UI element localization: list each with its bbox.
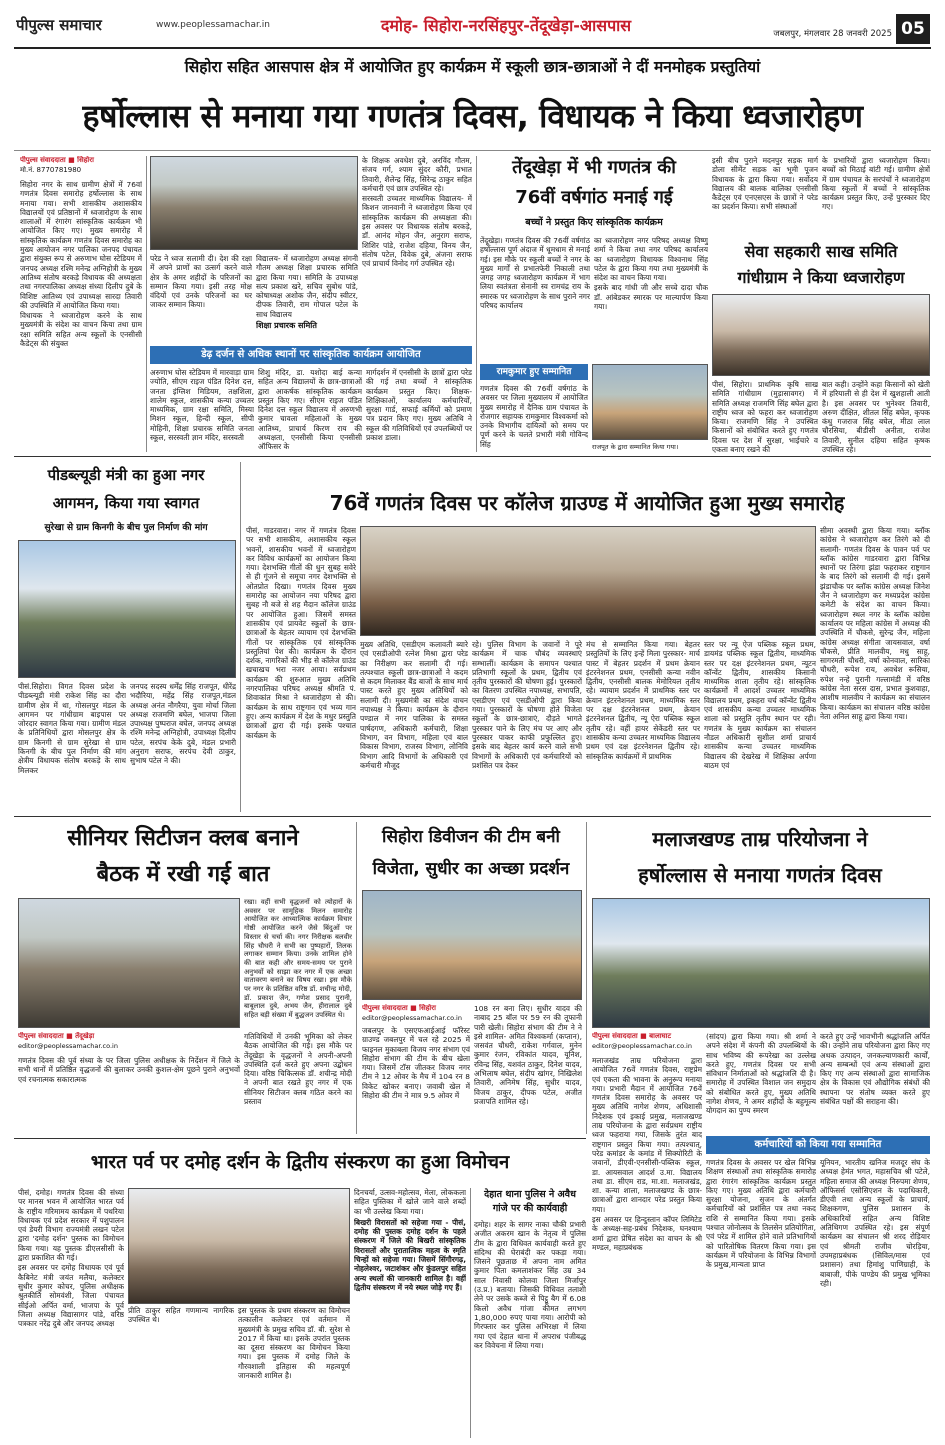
college-col1: पीसं, गाडरवारा। नगर में गणतंत्र दिवस पर सभी शासकीय, अशासकीय स्कूल भवनों, शासकीय भवनों में ध्वजारोहण कर विविध कार्यक्रमों का आयोजन किया गया। देशभक्ति गीतों की धुन सुबह सवेरे से ही गूंजने से समूचा नगर देशभक्ति से ओतप्रोत दिखा। गणतंत्र दिवस मुख्य समारोह का आयोजन नया परिषद द्वारा सुबह नौ बजे से शह मैदान कॉलेज ग्राउंड पर आयोजित हुआ। जिसमें समस्त शासकीय एवं प्रायवेट स्कूलों के छात्र-छात्राओं के बेहतर व्यायाम एवं देशभक्ति गीतों पर सांस्कृतिक एवं सांस्कृतिक प्रस्तुतियां पेश की। कार्यक्रम के दौरान दर्शक, नागरिकों की भीड़ से कॉलेज ग्राउंड खचाखच भरा नजर आया। सर्वप्रथम कार्यक्रम की शुरुआत मुख्य अतिथि नगरपालिका परिषद अध्यक्ष श्रीमति पं. शिवाकांत मिश्रा ने ध्वजारोहण से की। कार्यक्रम के साथ राष्ट्रगान एवं भव्य गान हुए। अन्य कार्यक्रम में देश के मधुर प्रस्तुति छात्राओं द्वारा दी गई। इसके पश्चात कार्यक्रम के bbox=[246, 526, 356, 740]
division-photo bbox=[362, 890, 582, 1000]
tendukheda-headline-2: 76वीं वर्षगांठ मनाई गई bbox=[515, 187, 673, 208]
division-headline-1: सिहोरा डिवीजन की टीम बनी bbox=[382, 827, 560, 847]
lead-byline: पीपुल्स संवाददाता ■ सिहोरा bbox=[20, 156, 94, 164]
sewa-col1: पीसं, सिहोरा। प्राथमिक कृषि साख समिति गांधीग्राम (मुड़ासावगर) में समिति अध्यक्ष राजमणि सिंह बघेल द्वारा राष्ट्रीय ध्वज को फहरा कर ध्वजारोहण किया। राजमणि सिंह ने उपस्थित किसानों को संबोधित करते हुए गणतंत्र दिवस पर देश में सुरक्षा, भाईचारे व एकता बनाए रखने की bbox=[712, 380, 818, 454]
ramkumar-photo bbox=[592, 364, 708, 440]
malajkhand-headline-1: मलाजखण्ड ताम्र परियोजना ने bbox=[652, 827, 868, 851]
college-col6: सीमा अवस्थी द्वारा किया गया। ब्लॉक कांग्रेस ने ध्वजारोहण कर तिरंगे को दी सलामी- गणतंत्र दिवस के पावन पर्व पर ब्लॉक कांग्रेस गाडरवारा द्वारा विभिन्न स्थानों पर तिरंगा झंडा फहराकर राष्ट्रगान के बाद तिरंगे को सलामी दी गई। इसमें झंडाचौक पर ब्लॉक कांग्रेस अध्यक्ष जिनेश जैन ने ध्वजारोहण कर मध्यप्रदेश कांग्रेस कमेटी के संदेश का वाचन किया। ध्वजारोहण स्थल नगर के ब्लॉक कांग्रेस कार्यालय पर महिला कांग्रेस में अध्यक्ष की उपस्थिति में चौकसे, सुरेन्द्र जैन, महिला कांग्रेस अध्यक्ष संगीता जायसवाल, वर्षा चौकसे, प्रीति मालवीय, मधु साहू, सागरमती चौधरी, वर्षा कोनवाल, सारिका चौधरी, रूपेश राय, अवधेश रूसिया, रुपेश नन्हे पुरानी गल्लामंडी में वरिष्ठ कांग्रेस नेता सरस दास, प्रभात कुशवाहा, आशीष मालवीय ने कार्यक्रम का संचालन किया। कार्यक्रम का संचालन वरिष्ठ कांग्रेस नेता अनिल साहू द्वारा किया गया। bbox=[820, 526, 930, 721]
lead-phone: मो.नं. 8770781980 bbox=[20, 166, 82, 174]
lead-photo bbox=[150, 156, 358, 250]
tendukheda-col1: तेंदूखेड़ा। गणतंत्र दिवस की 76वीं वर्षगांठ हर्षोल्लास पूर्ण अंदाज में धूमधाम से मनाई गई। इस मौके पर स्कूली बच्चों ने नगर के मुख्य मार्गों से प्रभातफेरी निकाली तथा जगह जगह ध्वजारोहण कार्यक्रम में भाग लिया स्वतंत्रता सेनानी स्व रामचंद्र राय के स्मारक पर ध्वजारोहण के साथ पुराने नगर परिषद कार्यालय bbox=[480, 236, 590, 311]
bharat-col2: इस पुस्तक के प्रथम संस्करण का विमोचन तत्कालीन कलेक्टर एवं वर्तमान में मुख्यमंत्री के प्रमुख सचिव डॉ. बी. सुरेश से 2017 में किया था। इसके उपरांत पुस्तक का दूसरा संस्करण का विमोचन किया गया। इस पुस्तक में दमोह जिले के गौरवशाली इतिहास की महत्वपूर्ण जानकारी शामिल है। bbox=[238, 1306, 350, 1381]
sewa-photo bbox=[712, 294, 930, 376]
masthead bbox=[0, 0, 945, 48]
bharat-photo bbox=[128, 1188, 350, 1304]
dehat-col1: दमोह। शहर के सागर नाका चौकी प्रभारी अजीत अकरम खान के नेतृत्व में पुलिस टीम के द्वारा विधिवत कार्यवाही करते हुए संदिग्ध की घेराबंदी कर पकड़ा गया। जिसने पूछताछ में अपना नाम अमित कुमार पिता कमलाशंकर सिंह उम्र 34 साल निवासी कोलवा जिला मिर्जापुर (उ.प्र.) बताया। जिसकी विधिवत तलाशी लेने पर उसके कब्जे से पिट्ठू बैग में 6.08 किलो अवैध गांजा कीमत लगभग 1,80,000 रुपए पाया गया। आरोपी को गिरफ्तार कर पुलिस अभिरक्षा में लिया गया एवं देहात थाना में अपराध पंजीबद्ध कर विवेचना में लिया गया। bbox=[474, 1220, 586, 1350]
senior-col3: रखा। वहीं सभी वृद्धजनों को त्योहारों के अवसर पर सामूहिक मिलन समारोह आयोजित कर आध्यात्मिक कार्यक्रम विचार गोष्ठी आयोजित करने जैसे बिंदुओं पर विस्तार से चर्चा की। नगर निरीक्षक बलवीर सिंह चौधरी ने सभी का पुष्पहारों, तिलक लगाकर सम्मान किया। उनके शामिल होने की बात कही और समय-समय पर पुराने अनुभवों को साझा कर नगर में एक अच्छा वातावरण बनाने का विषय रखा। इस मौके पर नगर के प्रतिष्ठित वरिष्ठ डॉ. शचीन्द्र मोदी, डॉ. प्रकाश जैन, गणेश प्रसाद पुरानी, बाबूलाल दुबे, अभय जैन, हीरालाल दुबे सहित बड़ी संख्या में बुद्धजन उपस्थित थे। bbox=[244, 898, 352, 1020]
college-col4: मंच से सम्मानित किया गया। बेहतर प्रस्तुतियों के लिए इन्हें मिला पुरस्कार- मार्च पास्ट में बेहतर प्रदर्शन में प्रथम क्रेयान इंटरनेशनल प्रथम, एनसीसी कन्या नवीन द्वितीय, एनसीसी बालक मेमोरियल तृतीय रहे। व्यायाम प्रदर्शन में प्राथमिक स्तर पर क्रेयान इंटरनेशनल प्रथम, माध्यमिक स्तर पर दक्ष इंटरनेशनल प्रथम, क्रेयान इंटरनेशनल द्वितीय, न्यू ऐरा पब्लिक स्कूल तृतीय रहे। वहीं हायर सेकेंडरी स्तर पर शासकीय कन्या उच्चतर माध्यमिक विद्यालय प्रथम एवं दक्ष इंटरनेशनल द्वितीय रहे। सांस्कृतिक कार्यक्रमों में प्राथमिक bbox=[586, 640, 700, 761]
newspaper-logo: पीपुल्स समाचार bbox=[16, 16, 102, 34]
karmchari-col2: यूनियन, भारतीय खनिज मजदूर संघ के अध्यक्ष हेमंत भगत, महासचिव श्री पटेले, महिला समाज की अध्यक्ष निरुपमा शेणय, ऑफिसर्स एसोसिएशन के पदाधिकारी, डीएवी तथा अन्य स्कूलों के प्राचार्य, शिक्षकगण, पुलिस प्रशासन के अधिकारियों सहित अन्य विशिष्ट अतिथिगण उपस्थित रहे। इस संपूर्ण कार्यक्रम का संचालन श्री शरद रोड़ियार एवं श्रीमती राजीव चोरड़िया, उपमहाप्रबंधक (सिविल/मास एवं प्रशासन) तथा हिमांशु पाणिग्राही, के बाबाजी, पीके पाण्डेय की प्रमुख भूमिका रही। bbox=[820, 1158, 930, 1288]
college-photo bbox=[360, 526, 816, 636]
senior-email: editor@peoplessamachar.co.in bbox=[18, 1042, 118, 1050]
bharat-col1: पीसं, दमोह। गणतंत्र दिवस की संध्या पर मानस भवन में आयोजित भारत पर्व के राष्ट्रीय गरिमामय कार्यक्रम में पथरिया विधायक एवं प्रदेश सरकार में पशुपालन एवं डेयरी विभाग राज्यमंत्री लखन पटेल द्वारा 'दमोह दर्शन' पुस्तक का विमोचन किया गया। यह पुस्तक डीएलसीसी के द्वारा प्रकाशित की गई। इस अवसर पर दमोह विधायक एवं पूर्व कैबिनेट मंत्री जयंत मलैया, कलेक्टर सुधीर कुमार कोचर, पुलिस अधीक्षक श्रुतकीर्ति सोमवंशी, जिला पंचायत सीईओ अर्पित वर्मा, भाजपा के पूर्व जिला अध्यक्ष विद्यासागर पांडे, वरिष्ठ पत्रकार नरेंद्र दुबे और जनपद अध्यक्ष bbox=[18, 1188, 124, 1329]
karmchari-col1: गणतंत्र दिवस के अवसर पर खेल विभिन्न शिक्षण संस्थाओं तथा सांस्कृतिक समारोह द्वारा रंगारंग सांस्कृतिक कार्यक्रम प्रस्तुत किए गए। मुख्य अतिथि द्वारा कर्मचारी सुरक्षा योजना, सृजन के अंतर्गत कर्मचारियों को प्रशंसित पत्र तथा नकद राशि से सम्मानित किया गया। इसके पश्चात जोनोत्सव के तिलसेन प्रतियोगिता, एवं परेड में शामिल होने वाले प्रतिभागियों को पारितोषिक वितरण किया गया। इस कार्यक्रम में परियोजना के विभिन्न विभागों के प्रमुख,मान्यता प्राप्त bbox=[706, 1158, 816, 1270]
college-col3: रहे। पुलिस विभाग के जवानों ने पूरे कार्यक्रम में चाक चौबंद व्यवस्थाएं सम्भालीं। कार्यक्रम के समापन पश्चात प्रतिभागी स्कूलों के प्रथम, द्वितीय एवं तृतीय पुरस्कारों की घोषणा हुई। पुरस्कारों का वितरण उपस्थित नपाध्यक्ष, सभापति, एसडीएम एवं एसडीओपी द्वारा किया गया। पुरस्कारों के घोषणा होते विजेता स्कूलों के छात्र-छात्राएं, दौड़ते भागते पुरस्कार पाने के लिए मंच पर आए और पुरस्कार पाकर काफी प्रफुल्लित हुए। इसके बाद बेहतर कार्य करने वाले सभी विभागों के अधिकारी एवं कर्मचारियों को प्रशंसित पत्र देकर bbox=[472, 640, 582, 770]
senior-photo bbox=[18, 898, 240, 1028]
pwd-col1: पीसं.सिहोरा। विगत दिवस प्रदेश के पीडब्ल्यूडी मंत्री राकेश सिंह का दौरा ग्रामीण क्षेत्र में था, गोसलपुर मंडल के आगमन पर गांधीग्राम बाइपास पर जोरदार स्वागत किया गया। ग्रामीण मंडल के प्रतिनिधियों द्वारा मोसलपुर क्षेत्र के ग्राम किनगी से ग्राम सुरेखा से ग्राम किनगी के बीच पुल निर्माण की मांग क्षेत्रीय विधायक संतोष बरकड़े के साथ मिलकर bbox=[18, 682, 126, 775]
senior-headline-2: बैठक में रखी गई बात bbox=[96, 862, 270, 887]
lead-subhead: डेढ़ दर्जन से अधिक स्थानों पर सांस्कृतिक कार्यक्रम आयोजित bbox=[150, 346, 472, 364]
sewa-headline-1: सेवा सहकारी साख समिति bbox=[744, 242, 898, 261]
malajkhand-col1: मलाजखंड ताम्र परियोजना द्वारा आयोजित 76वें गणतंत्र दिवस, राष्ट्रप्रेम एवं एकता की भावना के अनुरूप मनाया गया। प्रभारी मैदान में आयोजित 76वें गणतंत्र दिवस समारोह के अवसर पर मुख्य अतिथि नागेश शेणय, अधिशासी निदेशक एवं इकाई प्रमुख, मलाजखण्ड ताम्र परियोजना के द्वारा सर्वप्रथम राष्ट्रीय ध्वज फहराया गया, जिसके तुरंत बाद राष्ट्रगान प्रस्तुत किया गया। तत्पश्चात्, परेड कमांडर के कमांड में सिक्योरिटी के जवानों, डीएवी-एनसीसी-पब्लिक स्कूल, डा. आयसवाल आदर्श उ.मा. विद्यालय तथा डा. सीएम राड, मा.शा. मलाजखंड, शा. कन्या शाला, मलाजखण्ड के छात्र-छात्राओं द्वारा शानदार परेड प्रस्तुत किया गया। इस अवसर पर हिन्दुस्तान कॉपर लिमिटेड के अध्यक्ष-सह-प्रबंध निदेशक, घनश्याम शर्मा द्वारा प्रेषित संदेश का वाचन के श्री मण्डल, महाप्रबंधक bbox=[592, 1056, 702, 1252]
bharat-caption: प्रीति ठाकुर सहित गणमान्य नागरिक उपस्थित थे। bbox=[128, 1306, 234, 1325]
lead-headline: हर्षोल्लास से मनाया गया गणतंत्र दिवस, विधायक ने किया ध्वजारोहण bbox=[82, 97, 863, 135]
senior-byline: पीपुल्स संवाददाता ■ तेंदूखेड़ा bbox=[18, 1032, 95, 1040]
malajkhand-byline: पीपुल्स संवाददाता ■ बालाघाट bbox=[592, 1032, 671, 1040]
lead-col1: सिहोरा नगर के साथ ग्रामीण क्षेत्रों में 76वां गणतंत्र दिवस समारोह हर्षोल्लास के साथ मनाया गया। सभी शासकीय अशासकीय विद्यालयों एवं प्रतिष्ठानों में ध्वजारोहण के साथ शालाओं में रंगारंग सांस्कृतिक कार्यक्रम भी आयोजित किए गए। मुख्य समारोह में सांस्कृतिक कार्यक्रम गणतंत्र दिवस समारोह का मुख्य आयोजन नगर पालिका जनपद पंचायत द्वारा संयुक्त रूप से अरुणाभ घोस स्टेडियम में जनपद अध्यक्ष रश्मि मनेन्द्र अग्निहोत्री के मुख्य आतिथ्य संतोष बरकड़े विधायक की अध्यक्षता तथा नगरपालिका अध्यक्ष संध्या दिलीप दुबे के विशिष्ट आतिथ्य एवं उपाध्यक्ष सारदा तिवारी की उपस्थिति में आयोजित किया गया। विधायक ने ध्वजारोहण करने के साथ मुख्यमंत्री के संदेश का वाचन किया तथा ग्राम रक्षा समिति सहित अन्य स्कूलों के एनसीसी कैडेट्स की संयुक्त bbox=[20, 180, 142, 349]
division-col1: जबलपुर के एसएफआईआई फॉरेस्ट ग्राउण्ड जबलपुर में चल रहे 2025 में फाइनल मुकाबला विजय नगर संभाग एवं सिहोरा संभाग की टीम के बीच खेला गया। जिसमें टॉस जीतकर विजय नगर टीम ने 12 ओवर के मैच में 104 रन 8 विकेट खोकर बनाए। जवाबी खेल में सिहोरा की टीम ने मात्र 9.5 ओवर में bbox=[362, 1026, 470, 1101]
lead-sub-col1: अरुणाभ घोस स्टेडियम में मारवाड़ा ग्राम ज्योति, सीएम राइज पंडित दिनेश दत्त, जनता इंग्लिश मिडियम, तक्षशिला, शालेम स्कूल, शासकीय कन्या उच्चतर माध्यमिक, ग्राम रक्षा समिति, मिस्या मिशन स्कूल, हिन्दी स्कूल, सीपी मोहिनी, शिक्षा प्रचारक समिति जनता स्कूल, सरस्वती ज्ञान मंदिर, सरस्वती bbox=[150, 368, 254, 443]
dehat-headline-1: देहात थाना पुलिस ने अवैध bbox=[484, 1189, 576, 1200]
lead-sub-col2: शिशु मंदिर, डा. यशोदा बाई कन्या सहित अन्य विद्यालयों के छात्र-छात्राओं द्वारा आकर्षक सांस्कृतिक कार्यक्रम प्रस्तुत किए गए। सीएम राइज पंडित दिनेश दत्त स्कूल विद्यालय में अरुणभी कुमार चावला महिलाओं के मुख्य आतिथ्य, प्राचार्य किरण राय की अध्यक्षता, एनसीसी किया एनसीसी ऑफिसर के bbox=[258, 368, 362, 452]
website-url: www.peoplessamachar.in bbox=[156, 20, 270, 30]
college-col5: स्तर पर न्यू ऐज पब्लिक स्कूल प्रथम, डायमंड पब्लिक स्कूल द्वितीय, माध्यमिक स्तर पर दक्ष इंटरनेशनल प्रथम, न्यूटन कॉन्वेंट द्वितीय, शासकीय किसानी माध्यमिक शाला तृतीय रहे। सांस्कृतिक कार्यक्रमों में आदर्श उच्चतर माध्यमिक विद्यालय प्रथम, इकहरा चर्च कॉन्वेंट द्वितीय एवं शासकीय कन्या उच्चतर माध्यमिक शाला को प्रस्तुति तृतीय स्थान पर रही। गणतंत्र के मुख्य कार्यक्रम का संचालन नौडल अधिकारी सुशील शर्मा प्राचार्य शासकीय कन्या उच्चतर माध्यमिक विद्यालय की देखरेख में शिक्षिका अर्पणा बाठम एवं bbox=[704, 640, 816, 770]
sewa-headline-2: गांधीग्राम ने किया ध्वजारोहण bbox=[737, 268, 905, 287]
ramkumar-title: रामकुमार हुए सम्मानित bbox=[480, 364, 588, 380]
lead-col3-subhead: शिक्षा प्रचारक समिति bbox=[256, 321, 317, 330]
pwd-headline-2: आगमन, किया गया स्वागत bbox=[52, 494, 200, 512]
malajkhand-photo bbox=[592, 898, 930, 1028]
senior-headline-1: सीनियर सिटीजन क्लब बनाने bbox=[67, 826, 299, 851]
tendukheda-col3: इसी बीच पुराने मदनपुर सड़क मार्ग डोला सीमेंट सड़क का भूमी पूजन विधायक के द्वारा किया गया। सर्वोदय विद्यालय की बालक बालिका एनसीसी कैडेट्स एवं एनएसएस के छात्रों ने परेड का प्रदर्शन किया। सभी संस्थाओं bbox=[712, 156, 818, 212]
tendukheda-col2: का ध्वजारोहण नगर परिषद अध्यक्ष विष्णु शर्मा ने किया तथा नगर परिषद कार्यालय का ध्वजारोहण विधायक विश्वनाथ सिंह पटेल के द्वारा किया गया तथा मुख्यमंत्री के संदेश का वाचन किया गया। इसके बाद गांधी जी और सच्चे दादा चौक डॉ. आंबेडकर स्मारक पर माल्यार्पण किया गया। bbox=[594, 236, 708, 312]
lead-kicker: सिहोरा सहित आसपास क्षेत्र में आयोजित हुए कार्यक्रम में स्कूली छात्र-छात्राओं ने दीं मनमोहक प्रस्तुतियां bbox=[184, 58, 761, 76]
page-number: 05 bbox=[896, 14, 930, 44]
tendukheda-headline-1: तेंदूखेड़ा में भी गणतंत्र की bbox=[512, 157, 676, 178]
malajkhand-email: editor@peoplessamachar.co.in bbox=[592, 1042, 692, 1050]
bharat-headline: भारत पर्व पर दमोह दर्शन के द्वितीय संस्करण का हुआ विमोचन bbox=[90, 1152, 510, 1173]
edition-title: दमोह- सिहोरा-नरसिंहपुर-तेंदूखेड़ा-आसपास bbox=[312, 14, 700, 38]
dateline: जबलपुर, मंगलवार 28 जनवरी 2025 bbox=[773, 29, 892, 39]
pwd-col2: जनपद सदस्य धर्मेंद्र सिंह राजपूत, धीरेंद्र भदौरिया, महेंद्र सिंह राजपूत,मंडल अध्यक्ष अनंत नौगरैया, युवा मोर्चा जिला अध्यक्ष राजमणि बघेल, भाजपा जिला उपाध्यक्ष पुष्पराज बघेल, जनपद अध्यक्ष रश्मि मनेन्द्र अग्निहोत्री, उपाध्यक्ष दिलीप पटेल, सरपंच केके दुबे, मंडल प्रभारी अनुराग सराफ, सरपंच देवी ठाकुर, सुभाष पटेल ने की। bbox=[130, 682, 236, 766]
malajkhand-col2: (सांदप) द्वारा किया गया। श्री शर्मा ने अपने संदेश में कंपनी की उपलब्धियों के साथ भविष्य की रूपरेखा का उल्लेख करते हुए, गणतंत्र दिवस पर सभी संविधान निर्माताओं को श्रद्धांजलि दी है। समारोह में उपस्थित विशाल जन समुदाय को संबोधित करते हुए, मुख्य अतिथि नागेश शेणय, ने अमर शहीदों के बहुमूल्य योगदान का पुण्य स्मरण bbox=[706, 1032, 816, 1116]
pwd-kicker: सुरेखा से ग्राम किनगी के बीच पुल निर्माण की मांग bbox=[44, 523, 208, 533]
pwd-headline-1: पीडब्ल्यूडी मंत्री का हुआ नगर bbox=[47, 466, 205, 484]
division-email: editor@peoplessamachar.co.in bbox=[362, 1014, 462, 1022]
ramkumar-caption: राजपूत के द्वारा सम्मानित किया गया। bbox=[592, 443, 679, 451]
pwd-photo bbox=[18, 540, 236, 678]
malajkhand-col3: करते हुए उन्हें भावभीनी श्रद्धांजलि अर्पित की। उन्होंने ताम्र परियोजना द्वारा किए गए अथक उत्पादन, जनकल्याणकारी कार्यों, अन्य सम्बन्धों एवं अन्य संस्थाओं द्वारा किए गए अन्य संस्थाओं द्वारा सामाजिक क्षेत्र के विकास एवं औद्योगिक संबंधों की स्थापना पर संतोष व्यक्त करते हुए संबंधित पक्षों की सराहना की। bbox=[820, 1032, 930, 1107]
lead-sub-col3: मार्गदर्शन में एनसीसी के छात्रों द्वारा परेड की गई तथा बच्चों ने सांस्कृतिक कार्यक्रम प्रस्तुत किए। शिक्षक-शिक्षिकाओं, कार्यालय कर्मचारियों, सुरक्षा गार्ड, सफाई कर्मियों को प्रमाण पत्र प्रदान किए गए। मुख्य अतिथि ने स्कूल की गतिविधियों एवं उपलब्धियों पर प्रकाश डाला। bbox=[366, 368, 472, 443]
college-col2: मुख्य अतिथि, एसडीएम कलावती ब्यारे एवं एसडीओपी रत्नेश मिश्रा द्वारा परेड का निरीक्षण कर सलामी दी गई। तत्पश्चात स्कूली छात्र-छात्राओं ने कदम से कदम मिलाकर बैंड बाजों के साथ मार्च पास्ट करते हुए मुख्य अतिथियों को सलामी दी। मुख्यमंत्री का संदेश वाचन नपाध्यक्ष ने किया। कार्यक्रम के दौरान पण्डाल में नगर पालिका के समस्त पार्षदगण, अधिकारी कर्मचारी, शिक्षा विभाग, वन विभाग, महिला एवं बाल विकास विभाग, राजस्व विभाग, लोनिवि विभाग आदि विभागों के अधिकारी एवं कर्मचारी मौजूद bbox=[360, 640, 468, 770]
bharat-col3: दिनचर्या, उत्सव-महोत्सव, मेला, लोककला सहित पुस्तिका में खोले जाने वाले शब्दों का भी उल्लेख किया गया। बिखरी विरासतों को सहेजा गया - पीसं, दमोह की पुस्तक दमोह दर्शन के पहले संस्करण में जिले की बिखरी सांस्कृतिक विरासतों और पुरातात्विक महत्व के स्मृति चिन्हों को सहेजा गया। जिसमें सिंगौरगढ़, नोहलेश्वर, जटाशंकर और कुंडलपुर सहित अन्य स्थलों की जानकारी शामिल है। वहीं द्वितीय संस्करण में नये स्थल जोड़े गए हैं। bbox=[354, 1188, 466, 1292]
senior-col2: गतिविधियों में उनकी भूमिका को लेकर बैठक आयोजित की गई। इस मौके पर तेंदूखेड़ा के वृद्धजनों ने अपनी-अपनी उपस्थिति दर्ज करते हुए अपना उद्बोधन दिया। वरिष्ठ चिकित्सक डॉ. शचीन्द्र मोदी ने अपनी बात रखते हुए नगर में एक सीनियर सिटीजन क्लब गठित करने का प्रस्ताव bbox=[244, 1032, 352, 1107]
division-headline-2: विजेता, सुधीर का अच्छा प्रदर्शन bbox=[372, 859, 570, 879]
sewa-top-col: के प्रभारियों द्वारा ध्वजारोहण किया। बच्चों को मिठाई बांटी गई। ग्रामीण क्षेत्रों में ग्राम पंचायत के सरपंचों ने ध्वजारोहण किया स्कूलों में बच्चों ने सांस्कृतिक कार्यक्रम प्रस्तुत किए, उन्हें पुरस्कार दिए गए। bbox=[822, 156, 930, 212]
ramkumar-text: गणतंत्र दिवस की 76वीं वर्षगांठ के अवसर पर जिला मुख्यालय में आयोजित मुख्य समारोह में दैनिक ग्राम पंचायत के रोजगार सहायक रामकुमार विश्वकर्मा को उनके विभागीय दायित्वों को समय पर पूर्ण करने के चलते प्रभारी मंत्री गोविन्द सिंह bbox=[480, 384, 588, 449]
malajkhand-headline-2: हर्षोल्लास से मनाया गणतंत्र दिवस bbox=[638, 863, 882, 887]
tendukheda-kicker: बच्चों ने प्रस्तुत किए सांस्कृतिक कार्यक्रम bbox=[525, 217, 663, 228]
college-headline: 76वें गणतंत्र दिवस पर कॉलेज ग्राउण्ड में आयोजित हुआ मुख्य समारोह bbox=[329, 491, 845, 515]
division-byline: पीपुल्स संवाददाता ■ सिहोरा bbox=[362, 1004, 436, 1012]
karmchari-title: कर्मचारियों को किया गया सम्मानित bbox=[706, 1136, 930, 1154]
sewa-col2: बात कही। उन्होंने कहा किसानों को खेती में हरियाली से ही देश में खुशहाली आती है। इस अवसर पर भुनेश्वर तिवारी, अरुण दीक्षित, शीतल सिंह बघेल, कृपक कंधु गजराज सिंह बघेल, मीठा लाल चौरसिया, बीडीसी अनीता, राजेश तिवारी, सुनील दहिया सहित कृषक उपस्थित रहे। bbox=[822, 380, 930, 454]
lead-col3: विद्यालय- में ध्वजारोहण अध्यक्ष संगनी गौतम अध्यक्ष शिक्षा प्रचारक समिति द्वारा किया गया। समिति के उपाध्यक्ष सत्य प्रकाश खरे, सचिव सुबोध पांडे, कोषाध्यक्ष अशोक जैन, संदीप स्वीटर, दीपक तिवारी, राम गोपाल पटेल के साथ विद्यालय bbox=[256, 254, 358, 319]
dehat-headline-2: गांजे पर की कार्यवाही bbox=[492, 1203, 568, 1214]
lead-col2: परेड ने ध्वज सलामी दी। देश की रक्षा में अपने प्राणों का उत्सर्ग करने वाले क्षेत्र के अमर शहीदों के परिजनों का सम्मान किया गया। इसी तरह मोक्ष वंदियों एवं उनके परिजनों का घर जाकर सम्मान किया। bbox=[150, 254, 252, 310]
lead-col4: के शिक्षक अवधेश दुबे, अरविंद गौतम, संजय गर्ग, श्याम सुंदर कौरी, प्रभात तिवारी, शैलेन्द्र सिंह, सिरेन्द्र ठाकुर सहित कर्मचारी एवं छात्र उपस्थित रहे। सरस्वती उच्चतर माध्यमिक विद्यालय- में किशन जानवानी ने ध्वजारोहण किया एवं सांस्कृतिक कार्यक्रम की अध्यक्षता की। इस अवसर पर विधायक संतोष बरकड़े, डॉ. आनंद मोहन जैन, अनुराग सराफ, शिशिर पांडे, राजेश दहिया, विनय जैन, संतोष पटेल, विवेक दुबे, अंजना सराफ एवं प्राचार्य विनोद गर्ग उपस्थित रहे। bbox=[362, 156, 472, 269]
senior-col1: गणतंत्र दिवस की पूर्व संध्या के पर जिला पुलिस अधीक्षक के निर्देशन में जिले के सभी थानों में प्रतिष्ठित वृद्धजनों की बुलाकर उनकी कुशल-क्षेम पूछने पुराने अनुभवों एवं रचनात्मक सकारात्मक bbox=[18, 1056, 240, 1084]
division-col2: 108 रन बना लिए। सुधीर यादव की नाबाद 25 बॉल पर 59 रन की तूफानी पारी खेली। सिहोरा संभाग की टीम ने ने इसे शामिल- अमित विश्वकर्मा (कप्तान), जसवंत चौधरी, राकेश गर्गवाल, मुनेन कुमार रंजन, रविकांत यादव, यूनिश, रविन्द्र सिंह, यशवंत ठाकुर, दिनेश यादव, अभिलाष बघेल, संदीप खांगर, निखिलेश तिवारी, अनिमेष सिंह, सुधीर यादव, विजय ठाकुर, दीपक पटेल, अजीत प्रजापति शामिल रहे। bbox=[474, 1004, 582, 1106]
